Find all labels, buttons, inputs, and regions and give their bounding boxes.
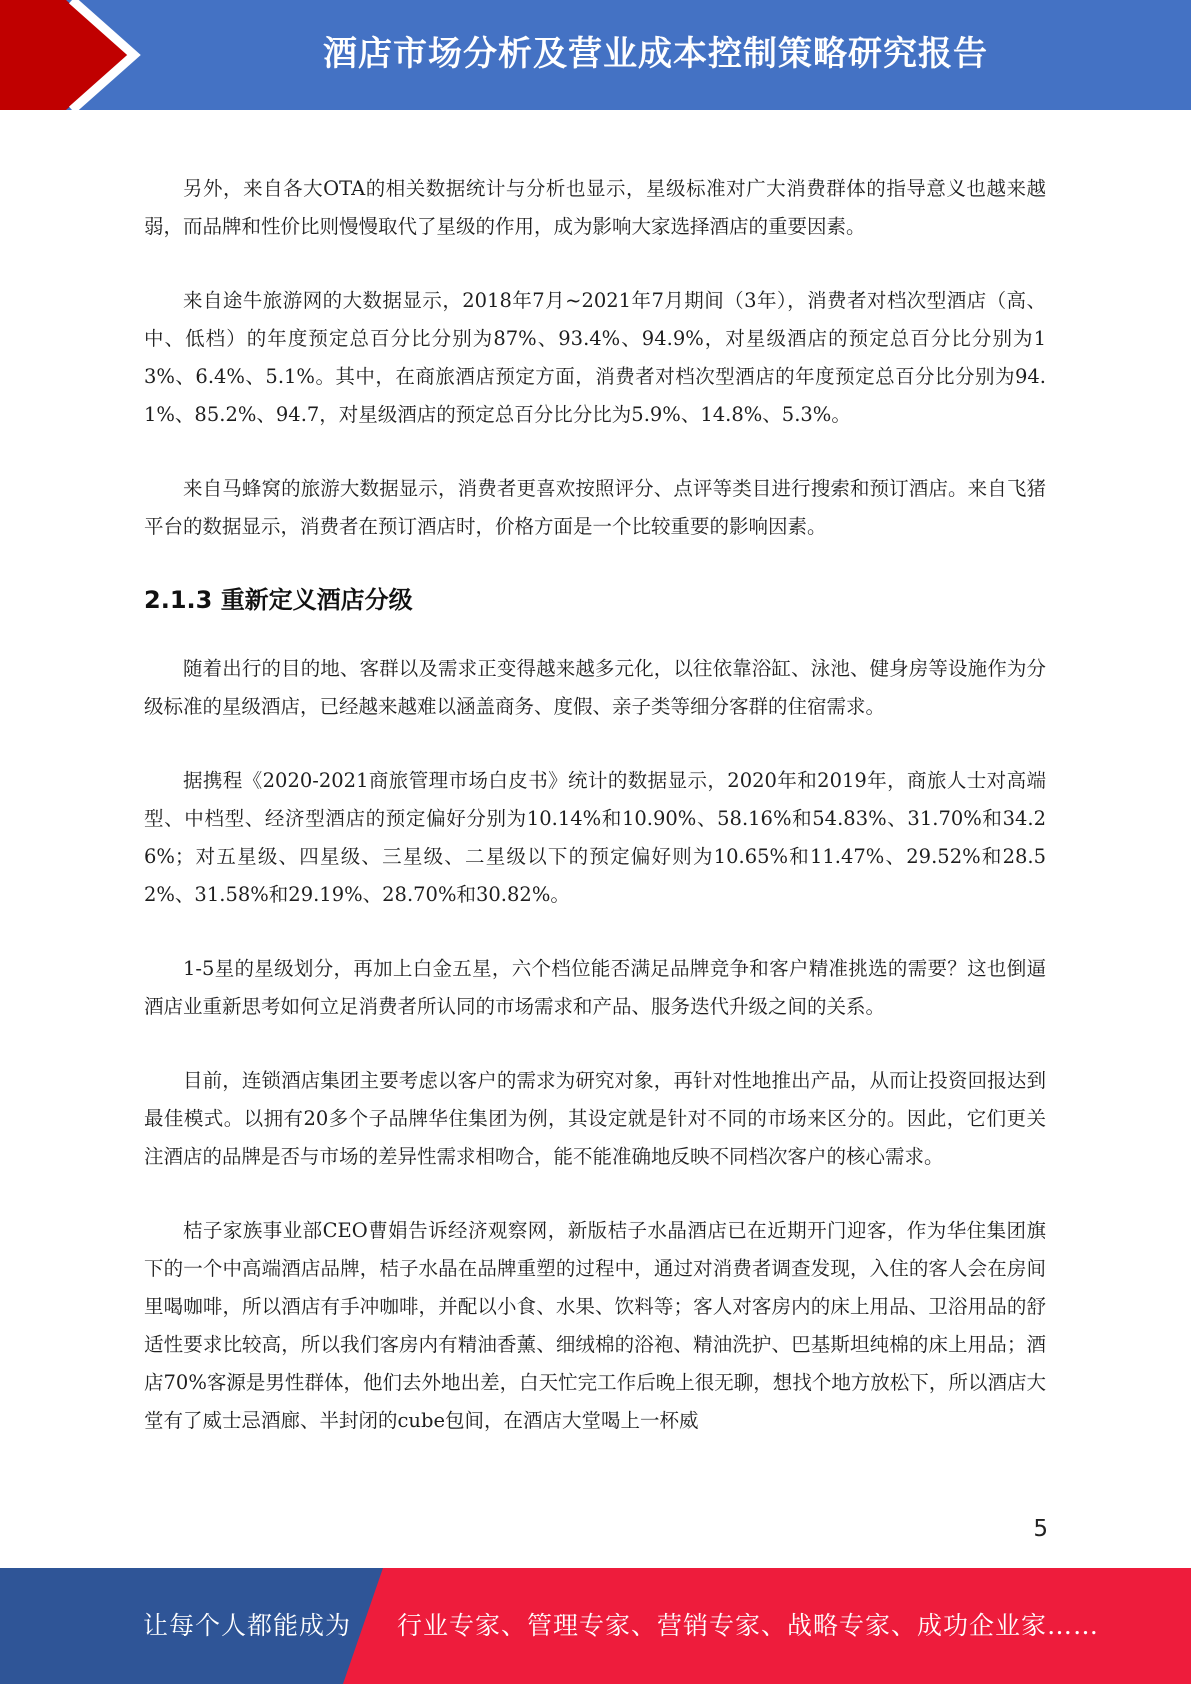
section-heading: 2.1.3 重新定义酒店分级 bbox=[144, 586, 413, 614]
page-footer bbox=[0, 1568, 1191, 1684]
paragraph-ctrip-whitepaper: 据携程《2020-2021商旅管理市场白皮书》统计的数据显示，2020年和2019年，商旅人士对高端型、中档型、经济型酒店的预定偏好分别为10.14%和10.90%、58.16%和54.83%、31.70%和34.26%；对五星级、四星级、三星级、二星级以下的预定偏好则为10.65%和11.47%、29.52%和28.52%、31.58%和29.19%、28.70%和30.82%。 bbox=[144, 769, 1046, 906]
paragraph-ota-data: 另外，来自各大OTA的相关数据统计与分析也显示，星级标准对广大消费群体的指导意义也越来越弱，而品牌和性价比则慢慢取代了星级的作用，成为影响大家选择酒店的重要因素。 bbox=[144, 177, 1046, 238]
paragraph-diversification: 随着出行的目的地、客群以及需求正变得越来越多元化，以往依靠浴缸、泳池、健身房等设施作为分级标准的星级酒店，已经越来越难以涵盖商务、度假、亲子类等细分客群的住宿需求。 bbox=[144, 657, 1046, 718]
paragraph-star-rating: 1-5星的星级划分，再加上白金五星，六个档位能否满足品牌竞争和客户精准挑选的需要？这也倒逼酒店业重新思考如何立足消费者所认同的市场需求和产品、服务迭代升级之间的关系。 bbox=[144, 957, 1046, 1018]
page-number: 5 bbox=[1033, 1516, 1048, 1542]
report-title: 酒店市场分析及营业成本控制策略研究报告 bbox=[323, 34, 988, 74]
paragraph-tuniu-data: 来自途牛旅游网的大数据显示，2018年7月~2021年7月期间（3年），消费者对档次型酒店（高、中、低档）的年度预定总百分比分别为87%、93.4%、94.9%，对星级酒店的预定总百分比分别为13%、6.4%、5.1%。其中，在商旅酒店预定方面，消费者对档次型酒店的年度预定总百分比分别为94.1%、85.2%、94.7，对星级酒店的预定总百分比分比为5.9%、14.8%、5.3%。 bbox=[144, 289, 1046, 426]
paragraph-orange-hotel: 桔子家族事业部CEO曹娟告诉经济观察网，新版桔子水晶酒店已在近期开门迎客，作为华住集团旗下的一个中高端酒店品牌，桔子水晶在品牌重塑的过程中，通过对消费者调查发现，入住的客人会在房间里喝咖啡，所以酒店有手冲咖啡，并配以小食、水果、饮料等；客人对客房内的床上用品、卫浴用品的舒适性要求比较高，所以我们客房内有精油香薰、细绒棉的浴袍、精油洗护、巴基斯坦纯棉的床上用品；酒店70%客源是男性群体，他们去外地出差，白天忙完工作后晚上很无聊，想找个地方放松下，所以酒店大堂有了威士忌酒廊、半封闭的cube包间，在酒店大堂喝上一杯威 bbox=[144, 1219, 1046, 1432]
footer-slogan-right: 行业专家、管理专家、营销专家、战略专家、成功企业家…… bbox=[397, 1611, 1100, 1640]
document-body bbox=[144, 170, 1046, 1476]
footer-slogan-left: 让每个人都能成为 bbox=[143, 1611, 352, 1640]
page-header bbox=[0, 0, 1191, 110]
paragraph-mafengwo-data: 来自马蜂窝的旅游大数据显示，消费者更喜欢按照评分、点评等类目进行搜索和预订酒店。来自飞猪平台的数据显示，消费者在预订酒店时，价格方面是一个比较重要的影响因素。 bbox=[144, 477, 1046, 538]
paragraph-chain-hotels: 目前，连锁酒店集团主要考虑以客户的需求为研究对象，再针对性地推出产品，从而让投资回报达到最佳模式。以拥有20多个子品牌华住集团为例，其设定就是针对不同的市场来区分的。因此，它们更关注酒店的品牌是否与市场的差异性需求相吻合，能不能准确地反映不同档次客户的核心需求。 bbox=[144, 1069, 1046, 1168]
